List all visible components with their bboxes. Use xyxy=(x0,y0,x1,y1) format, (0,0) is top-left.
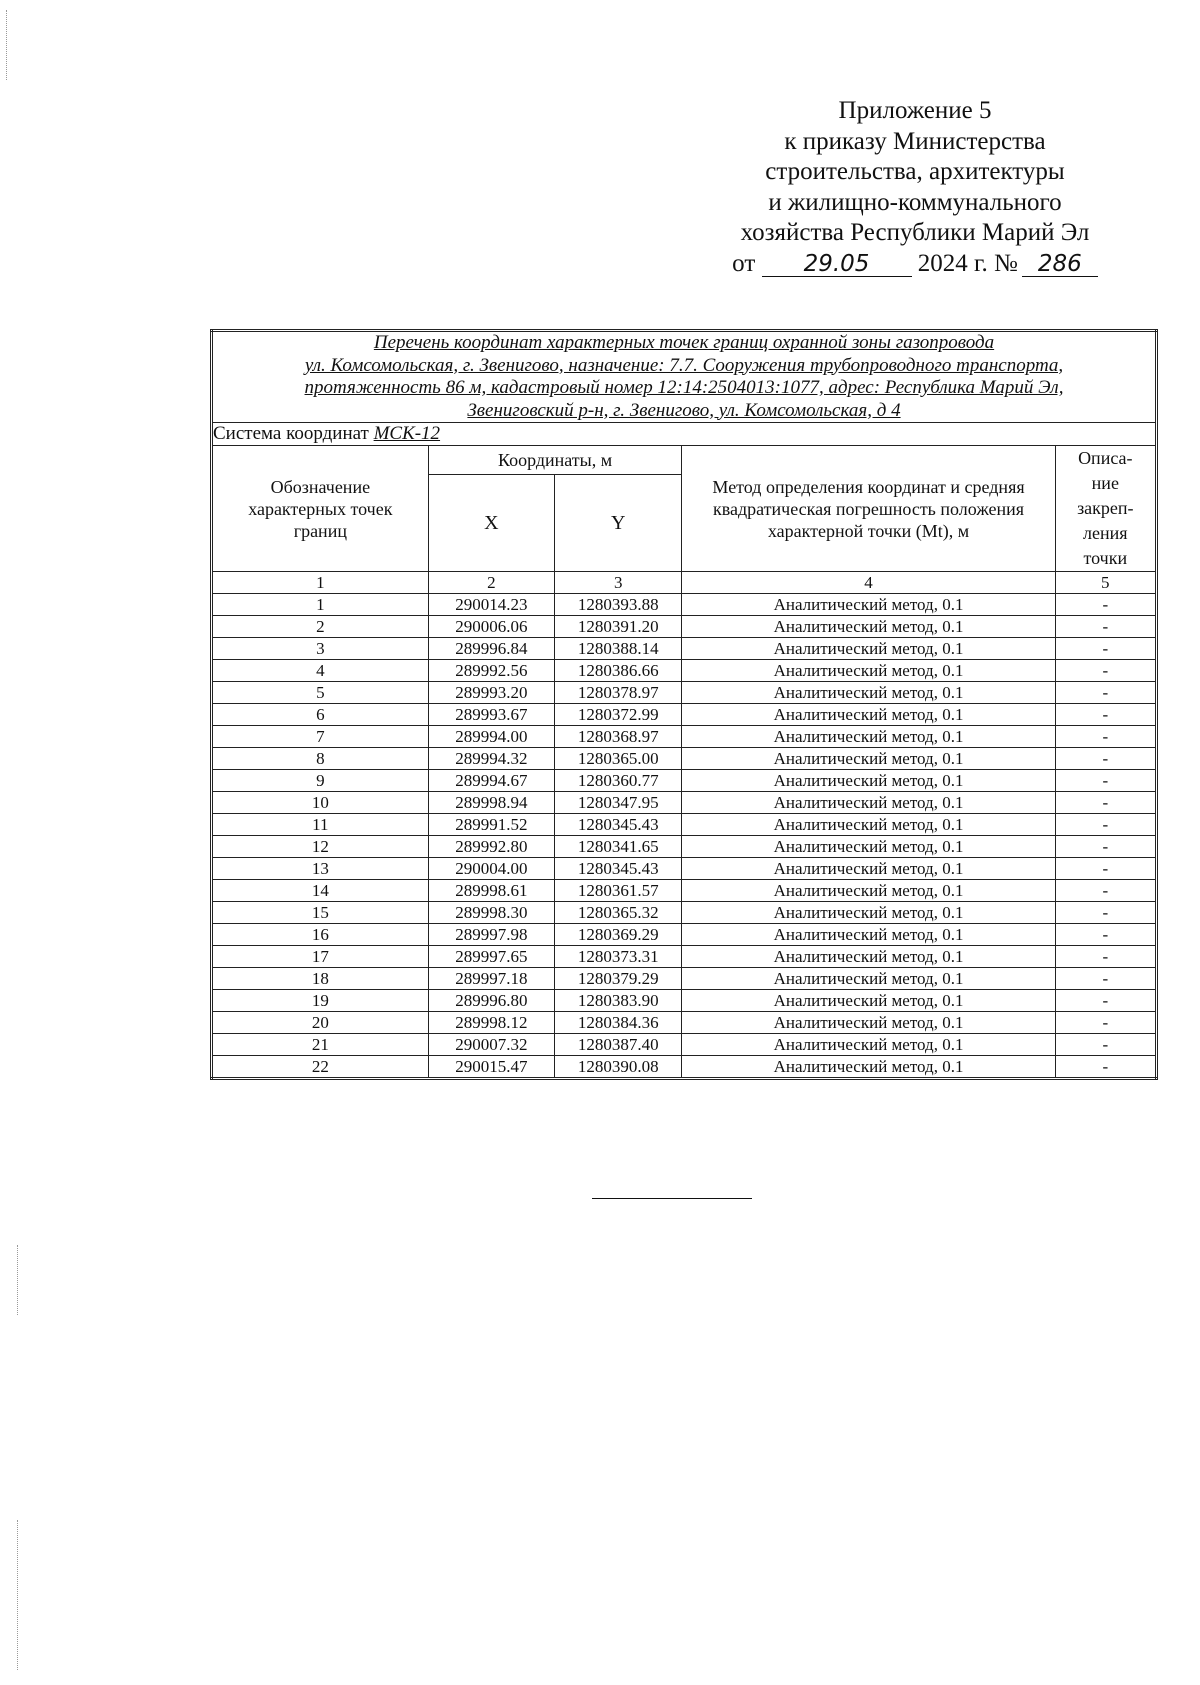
scan-mark-bottom xyxy=(17,1520,18,1670)
fixing-description: - xyxy=(1055,594,1156,616)
table-row xyxy=(212,748,1157,770)
caption-line: протяженность 86 м, кадастровый номер 12:14:2504013:1077, адрес: Республика Марий Эл, xyxy=(304,377,1064,398)
table-row xyxy=(212,880,1157,902)
table-row xyxy=(212,594,1157,616)
caption-line: ул. Комсомольская, г. Звенигово, назначение: 7.7. Сооружения трубопроводного транспорта, xyxy=(304,354,1064,376)
method: Аналитический метод, 0.1 xyxy=(682,660,1055,682)
appendix-line: и жилищно-коммунального xyxy=(768,188,1062,216)
fixing-description: - xyxy=(1055,726,1156,748)
fixing-description: - xyxy=(1055,968,1156,990)
appendix-line: Приложение 5 xyxy=(838,97,992,124)
header-coordinates: Координаты, м xyxy=(428,446,682,475)
point-number: 19 xyxy=(212,990,429,1012)
fixing-description: - xyxy=(1055,858,1156,880)
method: Аналитический метод, 0.1 xyxy=(682,682,1055,704)
caption-row xyxy=(212,331,1157,423)
table-row xyxy=(212,704,1157,726)
table-row xyxy=(212,1034,1157,1056)
coord-x: 289991.52 xyxy=(428,814,554,836)
fixing-description: - xyxy=(1055,946,1156,968)
fixing-description: - xyxy=(1055,990,1156,1012)
coordinate-system-value: МСК-12 xyxy=(373,423,441,444)
caption-line: Звениговский р-н, г. Звенигово, ул. Комсомольская, д 4 xyxy=(467,399,901,421)
column-number: 3 xyxy=(555,572,682,594)
coord-y: 1280384.36 xyxy=(555,1012,682,1034)
table-row xyxy=(212,638,1157,660)
coord-x: 289998.12 xyxy=(428,1012,554,1034)
coord-y: 1280388.14 xyxy=(555,638,682,660)
fixing-description: - xyxy=(1055,770,1156,792)
fixing-description: - xyxy=(1055,682,1156,704)
method: Аналитический метод, 0.1 xyxy=(682,704,1055,726)
coord-x: 289996.80 xyxy=(428,990,554,1012)
point-number: 17 xyxy=(212,946,429,968)
coord-y: 1280372.99 xyxy=(555,704,682,726)
table-row xyxy=(212,924,1157,946)
order-date-line xyxy=(700,249,1130,280)
point-number: 3 xyxy=(212,638,429,660)
method: Аналитический метод, 0.1 xyxy=(682,1034,1055,1056)
coord-y: 1280379.29 xyxy=(555,968,682,990)
coord-y: 1280361.57 xyxy=(555,880,682,902)
coord-y: 1280378.97 xyxy=(555,682,682,704)
point-number: 7 xyxy=(212,726,429,748)
coord-x: 289998.30 xyxy=(428,902,554,924)
point-number: 6 xyxy=(212,704,429,726)
coord-x: 289994.32 xyxy=(428,748,554,770)
coord-x: 289998.61 xyxy=(428,880,554,902)
table-row xyxy=(212,770,1157,792)
coord-y: 1280391.20 xyxy=(555,616,682,638)
coord-x: 289992.56 xyxy=(428,660,554,682)
table-row xyxy=(212,990,1157,1012)
coord-x: 289994.67 xyxy=(428,770,554,792)
table-body xyxy=(212,594,1157,1079)
coordinate-system-row xyxy=(212,423,1157,446)
point-number: 15 xyxy=(212,902,429,924)
method: Аналитический метод, 0.1 xyxy=(682,792,1055,814)
coord-y: 1280369.29 xyxy=(555,924,682,946)
point-number: 4 xyxy=(212,660,429,682)
header-description-line: ние xyxy=(1091,473,1119,493)
header-description-line: закреп- xyxy=(1077,498,1134,518)
coord-y: 1280345.43 xyxy=(555,858,682,880)
coord-y: 1280368.97 xyxy=(555,726,682,748)
table-row xyxy=(212,660,1157,682)
table-row xyxy=(212,858,1157,880)
coord-x: 289997.18 xyxy=(428,968,554,990)
coord-y: 1280373.31 xyxy=(555,946,682,968)
coord-y: 1280386.66 xyxy=(555,660,682,682)
fixing-description: - xyxy=(1055,748,1156,770)
coord-x: 289997.98 xyxy=(428,924,554,946)
appendix-line: хозяйства Республики Марий Эл xyxy=(740,219,1090,246)
method: Аналитический метод, 0.1 xyxy=(682,616,1055,638)
point-number: 12 xyxy=(212,836,429,858)
fixing-description: - xyxy=(1055,616,1156,638)
header-description-line: ления xyxy=(1083,523,1128,543)
fixing-description: - xyxy=(1055,836,1156,858)
coord-x: 289996.84 xyxy=(428,638,554,660)
point-number: 16 xyxy=(212,924,429,946)
point-number: 13 xyxy=(212,858,429,880)
appendix-line: к приказу Министерства xyxy=(784,127,1046,155)
end-rule xyxy=(592,1198,752,1199)
table-row xyxy=(212,836,1157,858)
coord-x: 290015.47 xyxy=(428,1056,554,1079)
header-point: Обозначение характерных точек границ xyxy=(212,446,429,572)
point-number: 8 xyxy=(212,748,429,770)
fixing-description: - xyxy=(1055,924,1156,946)
method: Аналитический метод, 0.1 xyxy=(682,770,1055,792)
method: Аналитический метод, 0.1 xyxy=(682,968,1055,990)
fixing-description: - xyxy=(1055,1012,1156,1034)
method: Аналитический метод, 0.1 xyxy=(682,1012,1055,1034)
header-description xyxy=(1055,446,1156,572)
method: Аналитический метод, 0.1 xyxy=(682,946,1055,968)
point-number: 22 xyxy=(212,1056,429,1079)
fixing-description: - xyxy=(1055,660,1156,682)
point-number: 2 xyxy=(212,616,429,638)
coord-x: 289993.20 xyxy=(428,682,554,704)
coord-y: 1280393.88 xyxy=(555,594,682,616)
coord-x: 290007.32 xyxy=(428,1034,554,1056)
column-number: 4 xyxy=(682,572,1055,594)
coord-y: 1280345.43 xyxy=(555,814,682,836)
table-row xyxy=(212,792,1157,814)
method: Аналитический метод, 0.1 xyxy=(682,858,1055,880)
coord-y: 1280341.65 xyxy=(555,836,682,858)
coord-y: 1280387.40 xyxy=(555,1034,682,1056)
caption-line: Перечень координат характерных точек границ охранной зоны газопровода xyxy=(373,332,995,353)
point-number: 14 xyxy=(212,880,429,902)
point-number: 5 xyxy=(212,682,429,704)
coord-x: 290014.23 xyxy=(428,594,554,616)
table-row xyxy=(212,968,1157,990)
coord-y: 1280390.08 xyxy=(555,1056,682,1079)
handwritten-date: 29.05 xyxy=(762,252,912,277)
scan-mark-middle xyxy=(17,1245,18,1315)
method: Аналитический метод, 0.1 xyxy=(682,836,1055,858)
point-number: 1 xyxy=(212,594,429,616)
scan-mark-top xyxy=(6,10,7,80)
header-method: Метод определения координат и средняя квадратическая погрешность положения характерной точки (Mt), м xyxy=(682,446,1055,572)
coordinate-system-label: Система координат xyxy=(213,423,369,444)
point-number: 18 xyxy=(212,968,429,990)
from-prefix: от xyxy=(732,249,756,277)
coord-x: 289993.67 xyxy=(428,704,554,726)
column-number: 5 xyxy=(1055,572,1156,594)
coordinate-system xyxy=(212,423,1157,446)
point-number: 9 xyxy=(212,770,429,792)
year-number-label: 2024 г. № xyxy=(917,249,1018,277)
coord-x: 289997.65 xyxy=(428,946,554,968)
point-number: 10 xyxy=(212,792,429,814)
fixing-description: - xyxy=(1055,814,1156,836)
method: Аналитический метод, 0.1 xyxy=(682,1056,1055,1079)
header-x: X xyxy=(428,475,554,572)
method: Аналитический метод, 0.1 xyxy=(682,748,1055,770)
coord-x: 289994.00 xyxy=(428,726,554,748)
table-row xyxy=(212,902,1157,924)
table-row xyxy=(212,1012,1157,1034)
table-row xyxy=(212,616,1157,638)
coordinates-table xyxy=(210,329,1158,1080)
coord-y: 1280365.32 xyxy=(555,902,682,924)
method: Аналитический метод, 0.1 xyxy=(682,726,1055,748)
table-caption xyxy=(212,331,1157,423)
coord-x: 289998.94 xyxy=(428,792,554,814)
coord-x: 290006.06 xyxy=(428,616,554,638)
fixing-description: - xyxy=(1055,902,1156,924)
point-number: 20 xyxy=(212,1012,429,1034)
table-row xyxy=(212,946,1157,968)
coord-x: 290004.00 xyxy=(428,858,554,880)
method: Аналитический метод, 0.1 xyxy=(682,594,1055,616)
table-row xyxy=(212,1056,1157,1079)
fixing-description: - xyxy=(1055,638,1156,660)
fixing-description: - xyxy=(1055,792,1156,814)
handwritten-order-number: 286 xyxy=(1022,252,1098,277)
fixing-description: - xyxy=(1055,704,1156,726)
method: Аналитический метод, 0.1 xyxy=(682,924,1055,946)
point-number: 11 xyxy=(212,814,429,836)
method: Аналитический метод, 0.1 xyxy=(682,638,1055,660)
appendix-header xyxy=(700,96,1130,279)
table-row xyxy=(212,726,1157,748)
fixing-description: - xyxy=(1055,1056,1156,1079)
coord-y: 1280365.00 xyxy=(555,748,682,770)
coord-x: 289992.80 xyxy=(428,836,554,858)
fixing-description: - xyxy=(1055,1034,1156,1056)
point-number: 21 xyxy=(212,1034,429,1056)
method: Аналитический метод, 0.1 xyxy=(682,814,1055,836)
method: Аналитический метод, 0.1 xyxy=(682,902,1055,924)
coord-y: 1280347.95 xyxy=(555,792,682,814)
column-number-row xyxy=(212,572,1157,594)
header-description-line: Описа- xyxy=(1078,448,1133,468)
fixing-description: - xyxy=(1055,880,1156,902)
column-number: 1 xyxy=(212,572,429,594)
column-number: 2 xyxy=(428,572,554,594)
table-row xyxy=(212,814,1157,836)
appendix-line: строительства, архитектуры xyxy=(765,158,1065,185)
coord-y: 1280383.90 xyxy=(555,990,682,1012)
coord-y: 1280360.77 xyxy=(555,770,682,792)
header-y: Y xyxy=(555,475,682,572)
method: Аналитический метод, 0.1 xyxy=(682,990,1055,1012)
header-row xyxy=(212,446,1157,475)
method: Аналитический метод, 0.1 xyxy=(682,880,1055,902)
header-description-line: точки xyxy=(1083,548,1128,568)
table-row xyxy=(212,682,1157,704)
